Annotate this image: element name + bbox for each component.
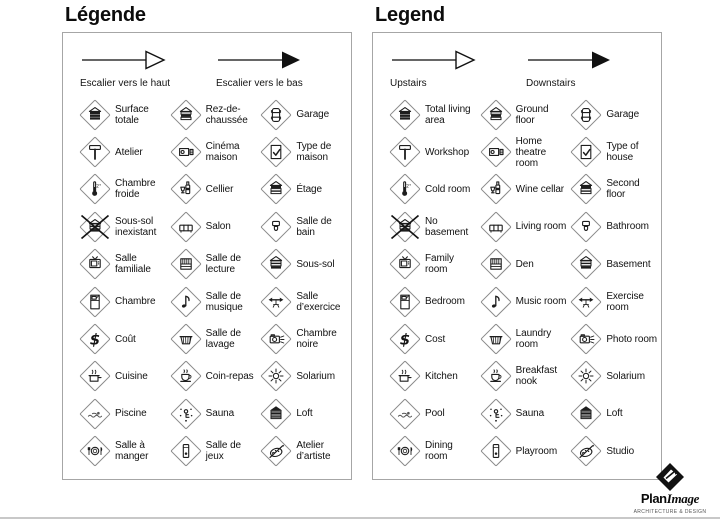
- legend-item-label: Chambre noire: [296, 328, 337, 351]
- garage-icon: [568, 97, 604, 133]
- legend-item-label: Étage: [296, 183, 322, 195]
- legend-item-living-room: [478, 209, 569, 245]
- legend-item-label: Chambre: [115, 296, 156, 308]
- legend-item-laundry-room: [478, 321, 569, 357]
- cost-icon: [387, 321, 423, 357]
- legend-item-living-room: [168, 209, 259, 245]
- legend-item-loft: [258, 396, 349, 432]
- legend-item-label: Type de maison: [296, 141, 332, 164]
- page-title-english: Legend: [375, 4, 445, 26]
- legend-item-family-room: [387, 246, 478, 282]
- legend-item-label: Salon: [205, 221, 231, 233]
- legend-item-label: Dining room: [425, 440, 453, 463]
- outline-arrow-icon: [80, 58, 172, 75]
- workshop-icon: [77, 134, 113, 170]
- legend-item-label: Cuisine: [115, 370, 148, 382]
- upstairs-arrow: [80, 49, 200, 89]
- dining-room-icon: [77, 433, 113, 469]
- legend-item-label: Surface totale: [115, 103, 149, 126]
- legend-item-loft: [568, 396, 659, 432]
- panel-box-english: [372, 32, 662, 480]
- planimage-logo: [628, 462, 712, 515]
- legend-item-exercise-room: [568, 284, 659, 320]
- legend-item-label: Pool: [425, 408, 445, 420]
- legend-item-dining-room: [77, 433, 168, 469]
- legend-item-label: Salle de musique: [205, 290, 243, 313]
- legend-item-music-room: [168, 284, 259, 320]
- legend-item-label: Home theatre room: [515, 135, 547, 169]
- legend-item-basement: [568, 246, 659, 282]
- legend-item-garage: [258, 97, 349, 133]
- legend-item-label: Coin-repas: [205, 370, 254, 382]
- arrow-label: Escalier vers le bas: [216, 78, 303, 89]
- legend-item-no-basement: [387, 209, 478, 245]
- legend-item-label: Garage: [606, 109, 640, 121]
- legend-item-label: Solarium: [606, 370, 645, 382]
- legend-item-solarium: [568, 358, 659, 394]
- home-theatre-icon: [478, 134, 514, 170]
- downstairs-arrow: [526, 49, 646, 89]
- legend-item-label: Studio: [606, 445, 635, 457]
- legend-item-cost: [387, 321, 478, 357]
- family-room-icon: [387, 246, 423, 282]
- legend-item-label: Coût: [115, 333, 136, 345]
- family-room-icon: [77, 246, 113, 282]
- loft-icon: [258, 396, 294, 432]
- type-of-house-icon: [568, 134, 604, 170]
- legend-item-dining-room: [387, 433, 478, 469]
- pool-icon: [387, 396, 423, 432]
- legend-item-label: Solarium: [296, 370, 335, 382]
- legend-item-cold-room: [387, 171, 478, 207]
- legend-item-photo-room: [568, 321, 659, 357]
- solarium-icon: [568, 358, 604, 394]
- legend-item-label: Salle de lavage: [205, 328, 241, 351]
- legend-item-den: [168, 246, 259, 282]
- legend-item-cold-room: [77, 171, 168, 207]
- arrow-label: Upstairs: [390, 78, 427, 89]
- arrow-label: Escalier vers le haut: [80, 78, 171, 89]
- living-room-icon: [478, 209, 514, 245]
- breakfast-nook-icon: [168, 358, 204, 394]
- solid-arrow-icon: [526, 58, 618, 75]
- legend-item-label: Playroom: [515, 445, 558, 457]
- legend-item-label: Workshop: [425, 146, 470, 158]
- legend-item-label: Kitchen: [425, 370, 458, 382]
- laundry-room-icon: [168, 321, 204, 357]
- second-floor-icon: [568, 171, 604, 207]
- legend-item-label: Salle familiale: [115, 253, 151, 276]
- legend-item-label: Sauna: [515, 408, 545, 420]
- downstairs-arrow: [216, 49, 336, 89]
- legend-item-label: Cinéma maison: [205, 141, 240, 164]
- legend-item-sauna: [478, 396, 569, 432]
- solarium-icon: [258, 358, 294, 394]
- cold-room-icon: [387, 171, 423, 207]
- bedroom-icon: [387, 284, 423, 320]
- legend-item-ground-floor: [478, 97, 569, 133]
- legend-item-label: Chambre froide: [115, 178, 156, 201]
- svg-text:$: $: [399, 330, 411, 349]
- legend-item-label: Type of house: [606, 141, 639, 164]
- legend-item-label: Cellier: [205, 183, 234, 195]
- legend-item-pool: [77, 396, 168, 432]
- legend-item-total-living-area: [387, 97, 478, 133]
- legend-item-pool: [387, 396, 478, 432]
- legend-item-label: Sauna: [205, 408, 235, 420]
- legend-item-laundry-room: [168, 321, 259, 357]
- logo-brand-italic: Image: [666, 491, 700, 506]
- legend-item-label: Salle d’exercice: [296, 290, 341, 313]
- legend-item-label: Sous-sol inexistant: [115, 215, 157, 238]
- solid-arrow-icon: [216, 58, 308, 75]
- legend-item-sauna: [168, 396, 259, 432]
- legend-item-label: Music room: [515, 296, 567, 308]
- legend-item-studio: [258, 433, 349, 469]
- legend-item-bedroom: [77, 284, 168, 320]
- type-of-house-icon: [258, 134, 294, 170]
- laundry-room-icon: [478, 321, 514, 357]
- legend-item-playroom: [478, 433, 569, 469]
- studio-icon: [258, 433, 294, 469]
- legend-grid: [63, 94, 351, 470]
- legend-item-label: Den: [515, 258, 534, 270]
- no-basement-icon: [77, 209, 113, 245]
- panel-box-french: [62, 32, 352, 480]
- legend-item-label: Ground floor: [515, 103, 549, 126]
- legend-item-label: Second floor: [606, 178, 640, 201]
- den-icon: [478, 246, 514, 282]
- legend-item-label: Atelier: [115, 146, 143, 158]
- no-basement-icon: [387, 209, 423, 245]
- exercise-room-icon: [568, 284, 604, 320]
- bedroom-icon: [77, 284, 113, 320]
- legend-item-den: [478, 246, 569, 282]
- legend-item-workshop: [77, 134, 168, 170]
- ground-floor-icon: [168, 97, 204, 133]
- logo-brand-bold: Plan: [640, 491, 667, 506]
- legend-item-wine-cellar: [168, 171, 259, 207]
- legend-item-ground-floor: [168, 97, 259, 133]
- legend-item-label: Salle de bain: [296, 215, 332, 238]
- legend-item-label: Basement: [606, 258, 651, 270]
- photo-room-icon: [568, 321, 604, 357]
- planimage-logo-mark: [655, 462, 685, 492]
- legend-item-second-floor: [258, 171, 349, 207]
- legend-item-bedroom: [387, 284, 478, 320]
- legend-item-kitchen: [387, 358, 478, 394]
- legend-item-second-floor: [568, 171, 659, 207]
- legend-item-label: Piscine: [115, 408, 147, 420]
- second-floor-icon: [258, 171, 294, 207]
- legend-item-family-room: [77, 246, 168, 282]
- basement-icon: [258, 246, 294, 282]
- upstairs-arrow: [390, 49, 510, 89]
- music-room-icon: [168, 284, 204, 320]
- garage-icon: [258, 97, 294, 133]
- legend-item-label: Living room: [515, 221, 567, 233]
- workshop-icon: [387, 134, 423, 170]
- legend-item-basement: [258, 246, 349, 282]
- exercise-room-icon: [258, 284, 294, 320]
- pool-icon: [77, 396, 113, 432]
- legend-item-label: Cost: [425, 333, 446, 345]
- living-room-icon: [168, 209, 204, 245]
- legend-item-label: Breakfast nook: [515, 365, 557, 388]
- legend-item-label: Atelier d’artiste: [296, 440, 331, 463]
- breakfast-nook-icon: [478, 358, 514, 394]
- legend-item-total-living-area: [77, 97, 168, 133]
- arrow-label: Downstairs: [526, 78, 576, 89]
- legend-item-home-theatre: [168, 134, 259, 170]
- legend-item-label: Exercise room: [606, 290, 644, 313]
- legend-item-breakfast-nook: [478, 358, 569, 394]
- cold-room-icon: [77, 171, 113, 207]
- legend-item-music-room: [478, 284, 569, 320]
- legend-item-label: Salle de jeux: [205, 440, 241, 463]
- legend-item-no-basement: [77, 209, 168, 245]
- svg-text:$: $: [89, 330, 101, 349]
- legend-item-exercise-room: [258, 284, 349, 320]
- legend-grid: [373, 94, 661, 470]
- legend-item-label: Salle de lecture: [205, 253, 241, 276]
- den-icon: [168, 246, 204, 282]
- legend-item-workshop: [387, 134, 478, 170]
- legend-item-playroom: [168, 433, 259, 469]
- legend-item-label: Laundry room: [515, 328, 552, 351]
- home-theatre-icon: [168, 134, 204, 170]
- legend-item-label: Loft: [296, 408, 313, 420]
- logo-tagline: ARCHITECTURE & DESIGN: [633, 509, 707, 515]
- legend-item-kitchen: [77, 358, 168, 394]
- legend-item-photo-room: [258, 321, 349, 357]
- kitchen-icon: [387, 358, 423, 394]
- playroom-icon: [168, 433, 204, 469]
- kitchen-icon: [77, 358, 113, 394]
- studio-icon: [568, 433, 604, 469]
- bottom-rule: [0, 517, 720, 519]
- svg-text:2°: 2°: [96, 185, 102, 191]
- legend-item-type-of-house: [568, 134, 659, 170]
- legend-item-garage: [568, 97, 659, 133]
- legend-item-label: Bedroom: [425, 296, 465, 308]
- legend-panel-french: [62, 4, 352, 480]
- basement-icon: [568, 246, 604, 282]
- loft-icon: [568, 396, 604, 432]
- legend-item-label: Wine cellar: [515, 183, 565, 195]
- cost-icon: [77, 321, 113, 357]
- dining-room-icon: [387, 433, 423, 469]
- music-room-icon: [478, 284, 514, 320]
- legend-item-label: Sous-sol: [296, 258, 335, 270]
- legend-item-label: Photo room: [606, 333, 658, 345]
- wine-cellar-icon: [168, 171, 204, 207]
- svg-text:2°: 2°: [406, 185, 412, 191]
- legend-item-label: Family room: [425, 253, 454, 276]
- legend-item-type-of-house: [258, 134, 349, 170]
- legend-item-label: Bathroom: [606, 221, 649, 233]
- legend-item-label: Rez-de-chaussée: [205, 103, 248, 126]
- legend-item-label: Garage: [296, 109, 330, 121]
- legend-item-wine-cellar: [478, 171, 569, 207]
- total-living-area-icon: [77, 97, 113, 133]
- photo-room-icon: [258, 321, 294, 357]
- bathroom-icon: [258, 209, 294, 245]
- bathroom-icon: [568, 209, 604, 245]
- legend-item-bathroom: [568, 209, 659, 245]
- legend-item-bathroom: [258, 209, 349, 245]
- legend-item-label: No basement: [425, 215, 469, 238]
- legend-item-breakfast-nook: [168, 358, 259, 394]
- planimage-logo-text: [628, 490, 712, 508]
- legend-item-label: Salle à manger: [115, 440, 149, 463]
- total-living-area-icon: [387, 97, 423, 133]
- outline-arrow-icon: [390, 58, 482, 75]
- stair-arrows: [63, 33, 351, 94]
- stair-arrows: [373, 33, 661, 94]
- legend-item-cost: [77, 321, 168, 357]
- legend-panel-english: [372, 4, 662, 480]
- legend-item-solarium: [258, 358, 349, 394]
- legend-item-home-theatre: [478, 134, 569, 170]
- legend-item-label: Total living area: [425, 103, 471, 126]
- ground-floor-icon: [478, 97, 514, 133]
- wine-cellar-icon: [478, 171, 514, 207]
- legend-item-label: Cold room: [425, 183, 471, 195]
- legend-item-label: Loft: [606, 408, 623, 420]
- playroom-icon: [478, 433, 514, 469]
- sauna-icon: [168, 396, 204, 432]
- sauna-icon: [478, 396, 514, 432]
- page-title-french: Légende: [65, 4, 146, 26]
